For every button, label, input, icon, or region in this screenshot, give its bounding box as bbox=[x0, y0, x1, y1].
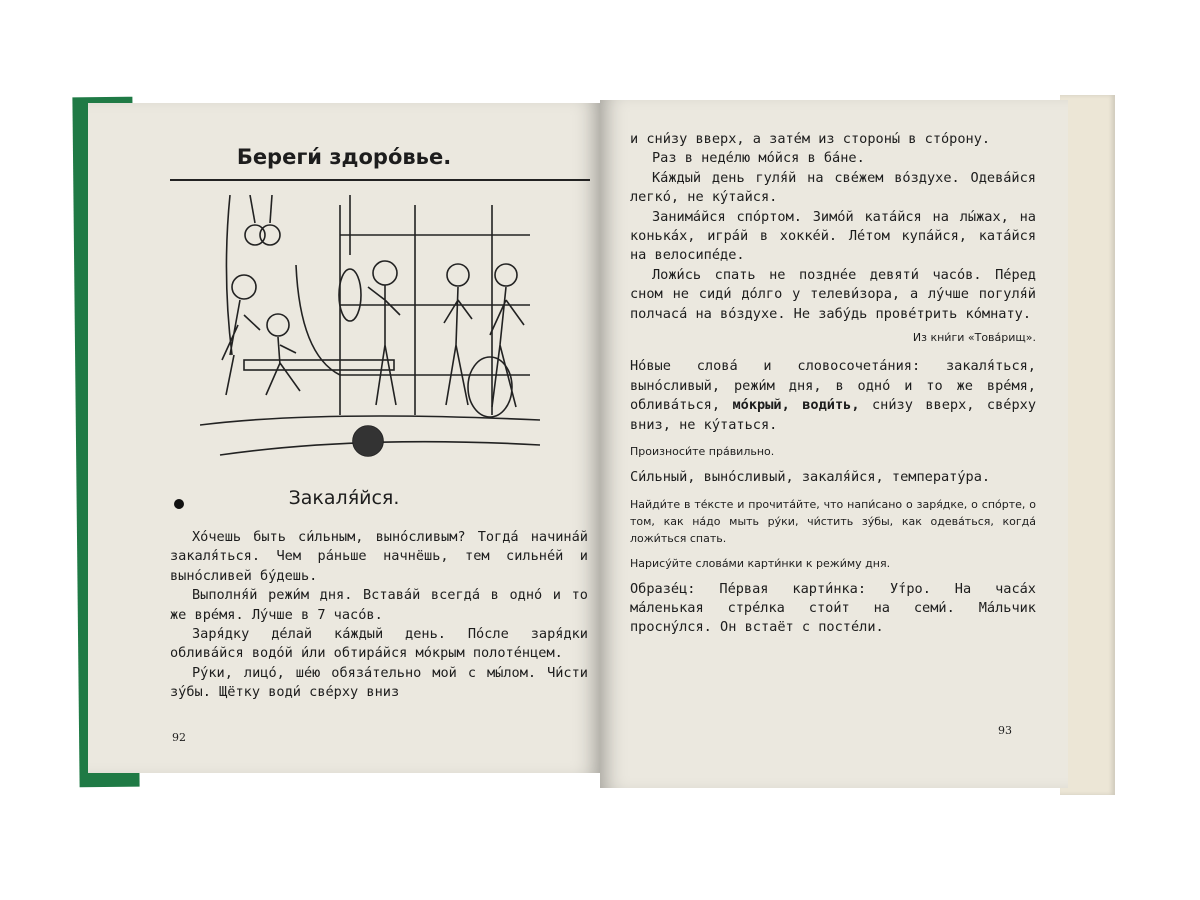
task-2: Нарису́йте слова́ми карти́нки к режи́му дня. bbox=[630, 556, 891, 570]
paragraph: Занима́йся спо́ртом. Зимо́й ката́йся на лы́жах, на конька́х, игра́й в хокке́й. Ле́том купа́йся, ката́йся на велосипе́де. bbox=[630, 208, 1036, 264]
title-rule bbox=[170, 179, 590, 181]
paragraph: Заря́дку де́лай ка́ждый день. По́сле заря́дки облива́йся водо́й и́ли обтира́йся мо́крым полоте́нцем. bbox=[170, 626, 588, 662]
new-words-bold: мо́крый, води́ть, bbox=[732, 397, 860, 414]
paragraph: Хо́чешь быть си́льным, выно́сливым? Тогда́ начина́й закаля́ться. Чем ра́ньше начнёшь, тем сильне́й и выно́сливей бу́дешь. bbox=[170, 529, 588, 584]
continuation-text: и сни́зу вверх, а зате́м из стороны́ в сто́рону. bbox=[630, 131, 991, 147]
page-number: 92 bbox=[172, 731, 186, 744]
paragraph: Ру́ки, лицо́, ше́ю обяза́тельно мой с мы́лом. Чи́сти зу́бы. Щётку води́ све́рху вниз bbox=[170, 664, 588, 701]
paragraph: Раз в неде́лю мо́йся в ба́не. bbox=[652, 150, 865, 167]
section-subtitle: Закаля́йся. bbox=[288, 487, 400, 509]
pronounce-instruction: Произноси́те пра́вильно. bbox=[630, 445, 775, 459]
new-words-rest: сни́зу вверх, све́рху вниз, не ку́таться. bbox=[630, 397, 1036, 433]
right-body-text bbox=[630, 130, 1036, 638]
new-words-heading: Но́вые слова́ и словосочета́ния: bbox=[630, 358, 921, 375]
sample-text: Образе́ц: Пе́рвая карти́нка: У́тро. На часа́х ма́ленькая стре́лка стои́т на семи́. Ма́льчик просну́лся. Он встаёт с посте́ли. bbox=[630, 580, 1036, 636]
page-number: 93 bbox=[998, 724, 1012, 737]
right-page bbox=[600, 100, 1068, 788]
pronounce-words: Си́льный, выно́сливый, закаля́йся, температу́ра. bbox=[630, 469, 991, 486]
left-page bbox=[88, 103, 600, 773]
left-body-text bbox=[170, 528, 588, 703]
paragraph: Ка́ждый день гуля́й на све́жем во́здухе. Одева́йся легко́, не ку́тайся. bbox=[630, 169, 1036, 206]
paragraph: Ложи́сь спать не поздне́е девяти́ часо́в. Пе́ред сном не сиди́ до́лго у телеви́зора, а лу́чше погуля́й полчаса́ на во́здухе. Не забу́дь прове́трить ко́мнату. bbox=[630, 266, 1036, 322]
page-title: Береги́ здоро́вье. bbox=[236, 145, 452, 169]
source-citation: Из кни́ги «Това́рищ». bbox=[912, 331, 1036, 345]
gym-illustration bbox=[200, 195, 542, 463]
book-back-cover bbox=[1060, 95, 1115, 795]
paragraph: Выполня́й режи́м дня. Встава́й всегда́ в одно́ и то же вре́мя. Лу́чше в 7 часо́в. bbox=[170, 587, 588, 623]
task-1: Найди́те в те́ксте и прочита́йте, что напи́сано о заря́дке, о спо́рте, о том, как на́до мыть ру́ки, чи́стить зу́бы, как одева́ться, когда́ ложи́ться спать. bbox=[630, 497, 1036, 545]
new-words-list: закаля́ться, выно́сливый, режи́м дня, в одно́ и то же вре́мя, облива́ться, bbox=[630, 358, 1036, 414]
new-words bbox=[630, 357, 1036, 435]
